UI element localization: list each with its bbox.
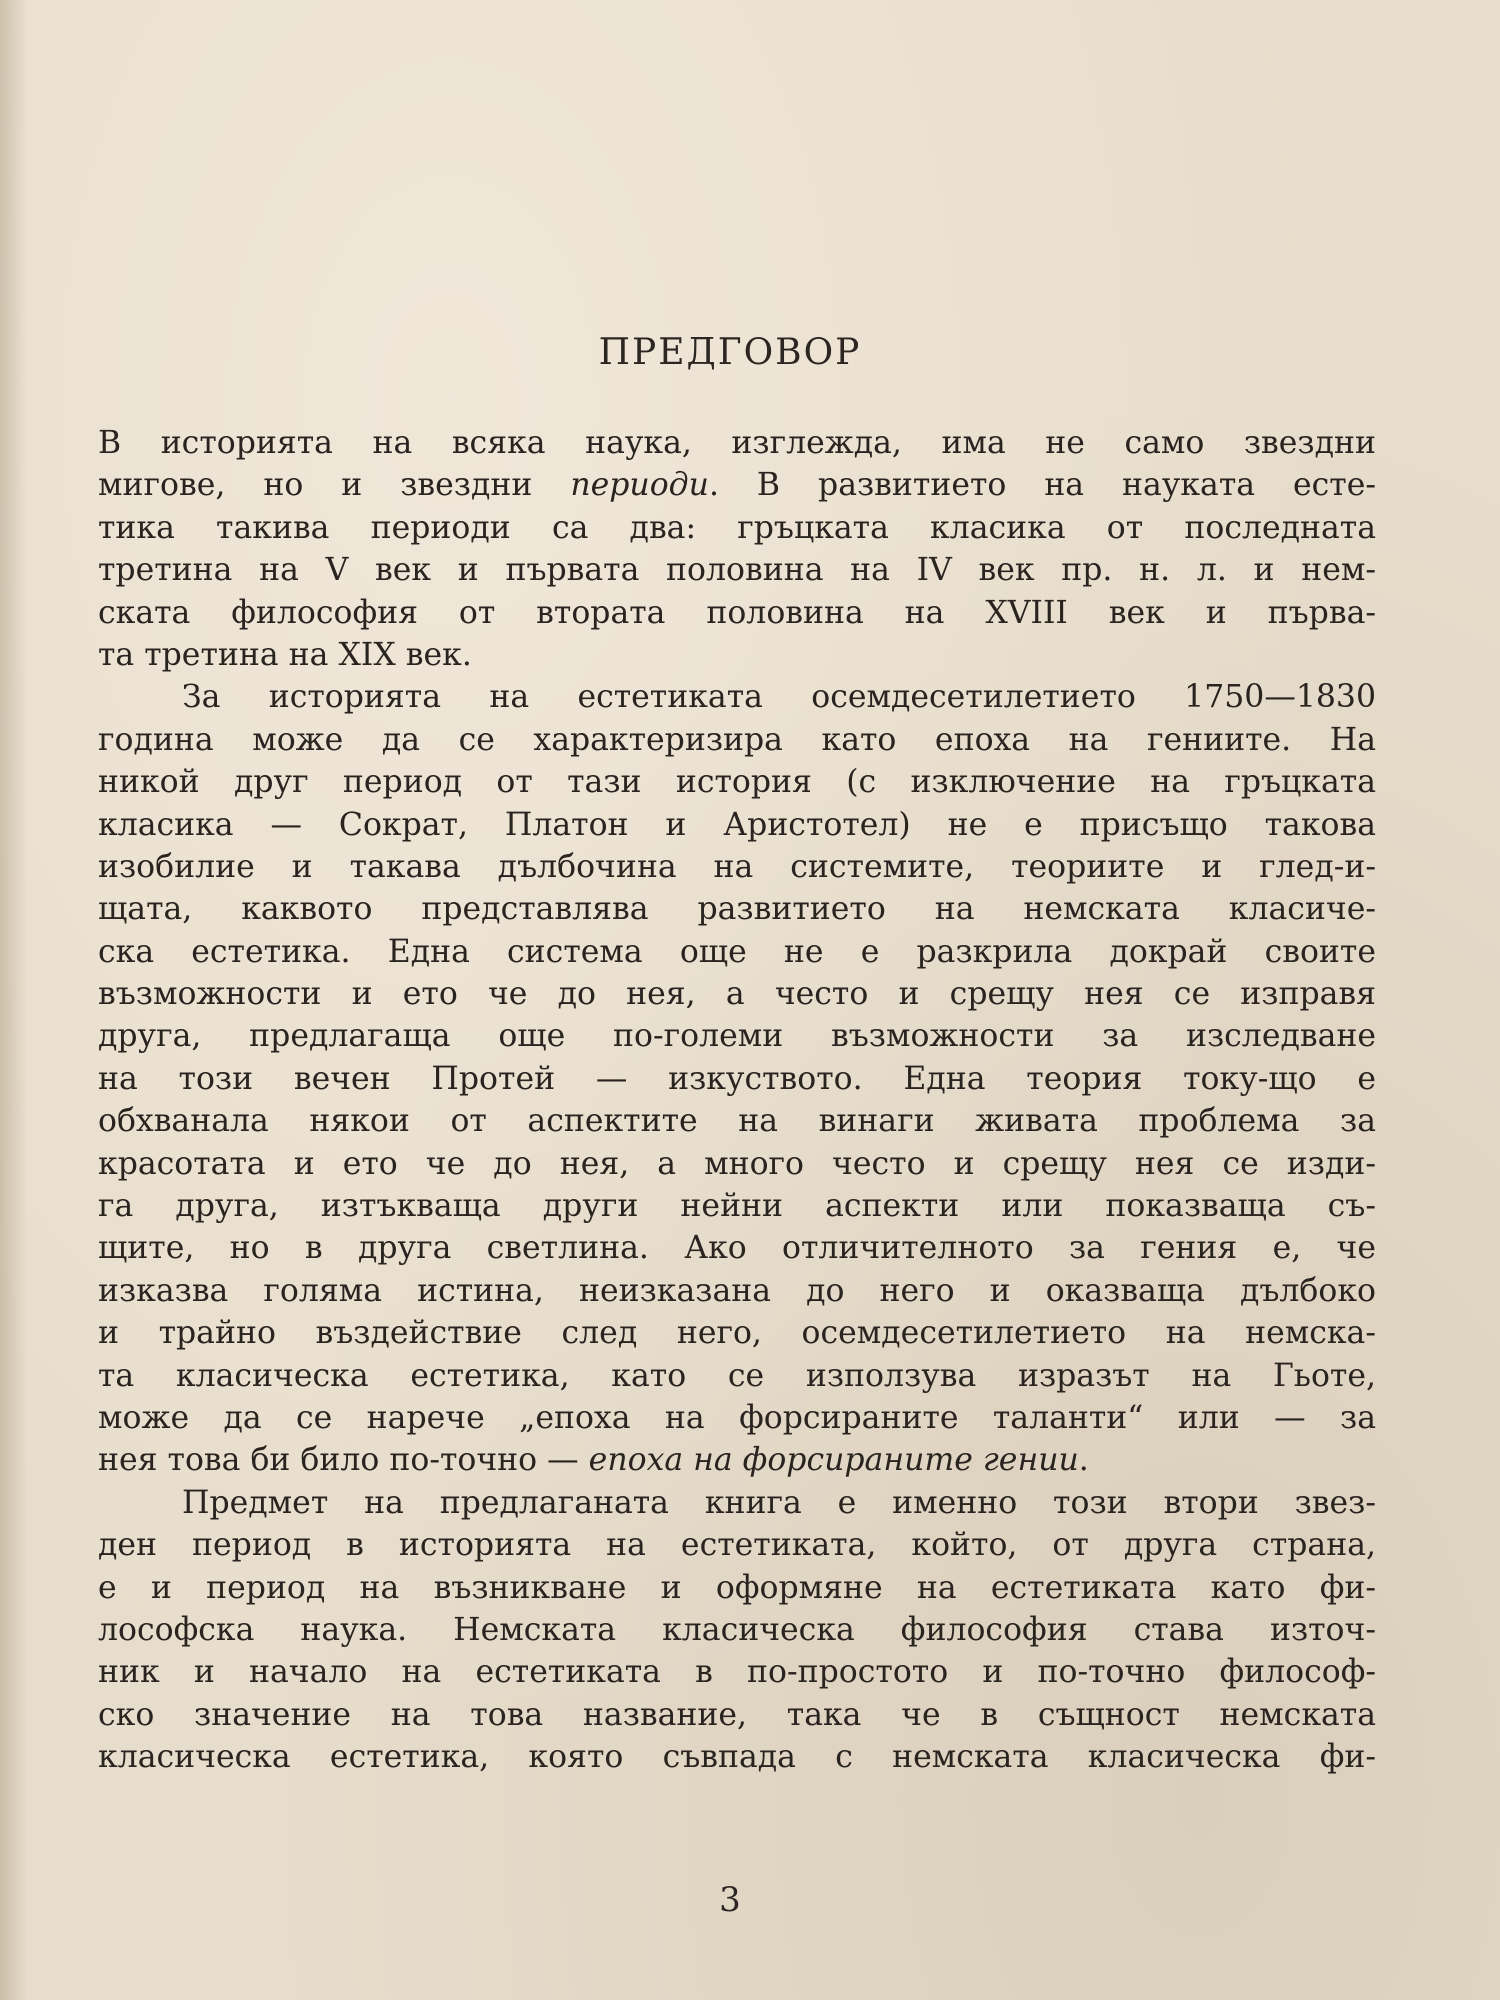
text-line: друга, предлагаща още по-големи възможности за изследване — [98, 1018, 1376, 1055]
text-line: нея това би било по-точно — епоха на форсираните гении. — [98, 1442, 1089, 1479]
text-line: възможности и ето че до нея, а често и срещу нея се изправя — [98, 976, 1376, 1013]
italic-emphasis: епоха на форсираните гении — [588, 1442, 1079, 1479]
text-line: ската философия от втората половина на XVIII век и първа- — [98, 594, 1376, 631]
text-line: красотата и ето че до нея, а много често и срещу нея се изди- — [98, 1145, 1376, 1182]
text-line: щата, каквото представлява развитието на немската класиче- — [98, 891, 1376, 928]
text-line: на този вечен Протей — изкуството. Една теория току-що е — [98, 1060, 1376, 1097]
text-line: та третина на XIX век. — [98, 636, 472, 673]
text-line: никой друг период от тази история (с изключение на гръцката — [98, 764, 1376, 801]
page-number: 3 — [719, 1880, 741, 1920]
text-line: година може да се характеризира като епоха на гениите. На — [98, 721, 1376, 758]
text-line: изобилие и такава дълбочина на системите, теориите и глед-и- — [98, 848, 1376, 885]
text-line: може да се нарече „епоха на форсираните таланти“ или — за — [98, 1399, 1376, 1436]
text-line: обхванала някои от аспектите на винаги живата проблема за — [98, 1103, 1376, 1140]
text-line: ско значение на това название, така че в същност немската — [98, 1696, 1376, 1733]
text-line: ден период в историята на естетиката, който, от друга страна, — [98, 1527, 1376, 1564]
text-line: класическа естетика, която съвпада с немската класическа фи- — [98, 1739, 1376, 1776]
text-line: мигове, но и звездни периоди. В развитието на науката есте- — [98, 467, 1377, 504]
text-line: класика — Сократ, Платон и Аристотел) не е присъщо такова — [98, 806, 1376, 843]
text-line: и трайно въздействие след него, осемдесетилетието на немска- — [98, 1315, 1376, 1352]
text-line: тика такива периоди са два: гръцката класика от последната — [98, 509, 1376, 546]
text-line: лософска наука. Немската класическа философия става източ- — [98, 1611, 1376, 1648]
text-line: третина на V век и първата половина на IV век пр. н. л. и нем- — [98, 552, 1376, 589]
text-line: га друга, изтъкваща други нейни аспекти или показваща съ- — [98, 1188, 1376, 1225]
text-line: щите, но в друга светлина. Ако отличителното за гения е, че — [98, 1230, 1376, 1267]
italic-emphasis: периоди — [570, 467, 709, 504]
text-line: ник и начало на естетиката в по-простото и по-точно философ- — [98, 1654, 1376, 1691]
text-line: Предмет на предлаганата книга е именно този втори звез- — [182, 1484, 1376, 1521]
page-edge-shadow — [0, 0, 28, 2000]
text-line: изказва голяма истина, неизказана до него и оказваща дълбоко — [98, 1272, 1376, 1309]
page-title: ПРЕДГОВОР — [598, 332, 862, 373]
text-line: е и период на възникване и оформяне на естетиката като фи- — [98, 1569, 1376, 1606]
body-text — [98, 422, 1376, 1779]
text-line: ска естетика. Една система още не е разкрила докрай своите — [98, 933, 1376, 970]
text-line: та класическа естетика, като се използува изразът на Гьоте, — [98, 1357, 1376, 1394]
text-line: За историята на естетиката осемдесетилетието 1750—1830 — [182, 679, 1376, 716]
text-line: В историята на всяка наука, изглежда, има не само звездни — [98, 425, 1376, 461]
